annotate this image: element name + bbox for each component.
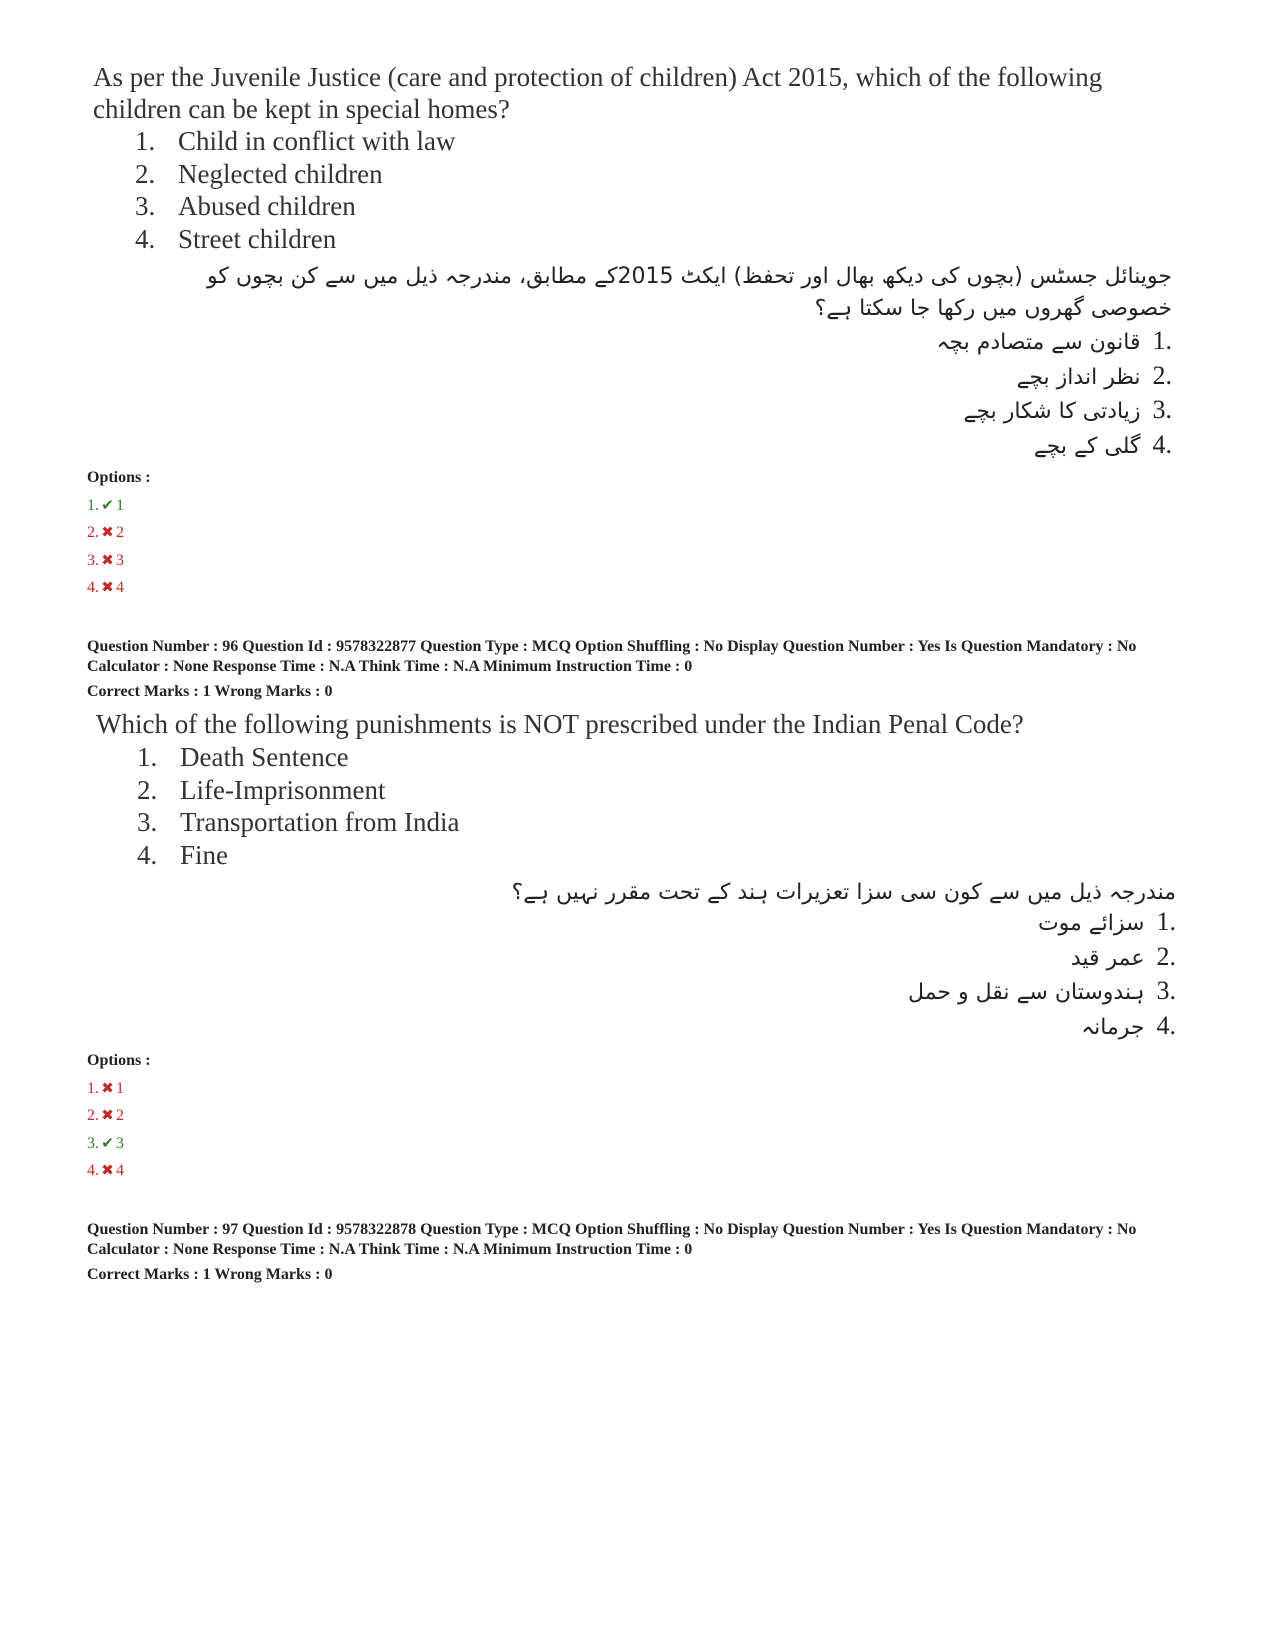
list-item [936, 394, 1172, 429]
item-number: .3 [1156, 976, 1176, 1005]
option-number: 1. [87, 1080, 99, 1097]
cross-icon: ✖ [101, 550, 114, 569]
option-value: 1 [116, 1080, 124, 1097]
option-value: 4 [116, 578, 124, 596]
item-text: Neglected children [178, 158, 383, 189]
item-text: عمر قید [1070, 945, 1145, 971]
item-text: Abused children [178, 191, 356, 222]
list-item [908, 1010, 1176, 1045]
item-number: 2. [135, 158, 156, 189]
list-item [936, 360, 1172, 395]
option-value: 3 [116, 551, 124, 569]
list-item [135, 125, 455, 158]
question-96-english-items [137, 741, 459, 871]
option-item [87, 492, 124, 519]
list-item [908, 906, 1176, 941]
cross-icon: ✖ [101, 577, 114, 596]
question-95-english-items [135, 125, 455, 255]
list-item [135, 223, 455, 256]
list-item [936, 325, 1172, 360]
cross-icon: ✖ [101, 1079, 114, 1097]
item-text: Street children [178, 223, 337, 254]
option-number: 2. [87, 524, 99, 542]
question-95-urdu-items [936, 325, 1172, 463]
cross-icon: ✖ [101, 523, 114, 542]
list-item [908, 941, 1176, 976]
list-item [908, 975, 1176, 1010]
option-item [87, 1130, 124, 1157]
item-text: Life-Imprisonment [180, 774, 386, 805]
list-item [137, 741, 459, 774]
item-number: 2. [137, 774, 158, 805]
option-number: 4. [87, 1161, 99, 1179]
option-value: 2 [116, 1107, 124, 1125]
question-97-marks: Correct Marks : 1 Wrong Marks : 0 [87, 1266, 333, 1283]
list-item [135, 190, 455, 223]
item-number: 4. [135, 223, 156, 254]
option-number: 4. [87, 578, 99, 596]
item-number: 3. [137, 807, 158, 838]
question-96-english-text: Which of the following punishments is NOT prescribed under the Indian Penal Code? [96, 709, 1024, 739]
option-value: 1 [116, 497, 124, 514]
option-item [87, 519, 124, 546]
option-number: 3. [87, 551, 99, 569]
question-96-urdu-items [908, 906, 1176, 1044]
item-number: .4 [1152, 429, 1172, 459]
item-number: .2 [1156, 941, 1176, 971]
question-95-english-text: As per the Juvenile Justice (care and protection of children) Act 2015, which of the following children can be kept in special homes? [93, 62, 1103, 124]
item-number: .2 [1152, 360, 1172, 390]
question-96-marks: Correct Marks : 1 Wrong Marks : 0 [87, 683, 333, 700]
item-number: 1. [135, 126, 156, 156]
item-text: Child in conflict with law [178, 126, 456, 156]
options-label: Options : [87, 469, 151, 486]
question-97-meta: Question Number : 97 Question Id : 9578322878 Question Type : MCQ Option Shuffling : No Display Question Number : Yes Is Question Mandatory : No Calculator : None Response Time : N.A Think Time : N.A Minimum Instruction Time : 0 [87, 1221, 1137, 1258]
question-96-urdu-text: مندرجہ ذیل میں سے کون سی سزا تعزیرات ہند کے تحت مقرر نہیں ہے؟ [511, 880, 1176, 905]
item-number: .1 [1156, 907, 1176, 936]
list-item [137, 839, 459, 872]
list-item [936, 429, 1172, 464]
list-item [137, 806, 459, 839]
question-96-options [87, 1075, 124, 1184]
item-text: Death Sentence [180, 742, 349, 772]
item-text: ہندوستان سے نقل و حمل [908, 980, 1145, 1005]
option-item [87, 1157, 124, 1184]
item-text: زیادتی کا شکار بچے [963, 399, 1141, 424]
item-text: Fine [180, 839, 229, 870]
option-item [87, 1075, 124, 1102]
option-number: 2. [87, 1107, 99, 1125]
option-number: 1. [87, 497, 99, 514]
question-95-urdu-text: جوینائل جسٹس (بچوں کی دیکھ بھال اور تحفظ) ایکٹ 2015کے مطابق، مندرجہ ذیل میں سے کن بچوں کو خصوصی گھروں میں رکھا جا سکتا ہے؟ [207, 264, 1172, 321]
list-item [135, 158, 455, 191]
cross-icon: ✖ [101, 1106, 114, 1125]
option-value: 4 [116, 1161, 124, 1179]
item-text: گلی کے بچے [1033, 433, 1141, 459]
cross-icon: ✖ [101, 1160, 114, 1179]
item-number: 4. [137, 839, 158, 870]
item-number: 1. [137, 742, 158, 772]
option-item [87, 574, 124, 601]
item-text: قانون سے متصادم بچہ [936, 330, 1141, 355]
item-number: .1 [1152, 326, 1172, 355]
check-icon: ✔ [101, 1133, 114, 1152]
options-label: Options : [87, 1052, 151, 1069]
option-number: 3. [87, 1134, 99, 1152]
item-number: .4 [1156, 1010, 1176, 1040]
item-number: 3. [135, 191, 156, 222]
list-item [137, 774, 459, 807]
item-text: نظر انداز بچے [1016, 364, 1141, 390]
option-value: 3 [116, 1134, 124, 1152]
item-text: سزائے موت [1037, 911, 1145, 936]
item-text: جرمانہ [1081, 1014, 1145, 1040]
option-item [87, 547, 124, 574]
option-value: 2 [116, 524, 124, 542]
item-number: .3 [1152, 395, 1172, 424]
item-text: Transportation from India [180, 807, 460, 838]
option-item [87, 1102, 124, 1129]
question-95-options [87, 492, 124, 601]
question-96-meta: Question Number : 96 Question Id : 9578322877 Question Type : MCQ Option Shuffling : No Display Question Number : Yes Is Question Mandatory : No Calculator : None Response Time : N.A Think Time : N.A Minimum Instruction Time : 0 [87, 638, 1137, 675]
check-icon: ✔ [101, 496, 114, 514]
